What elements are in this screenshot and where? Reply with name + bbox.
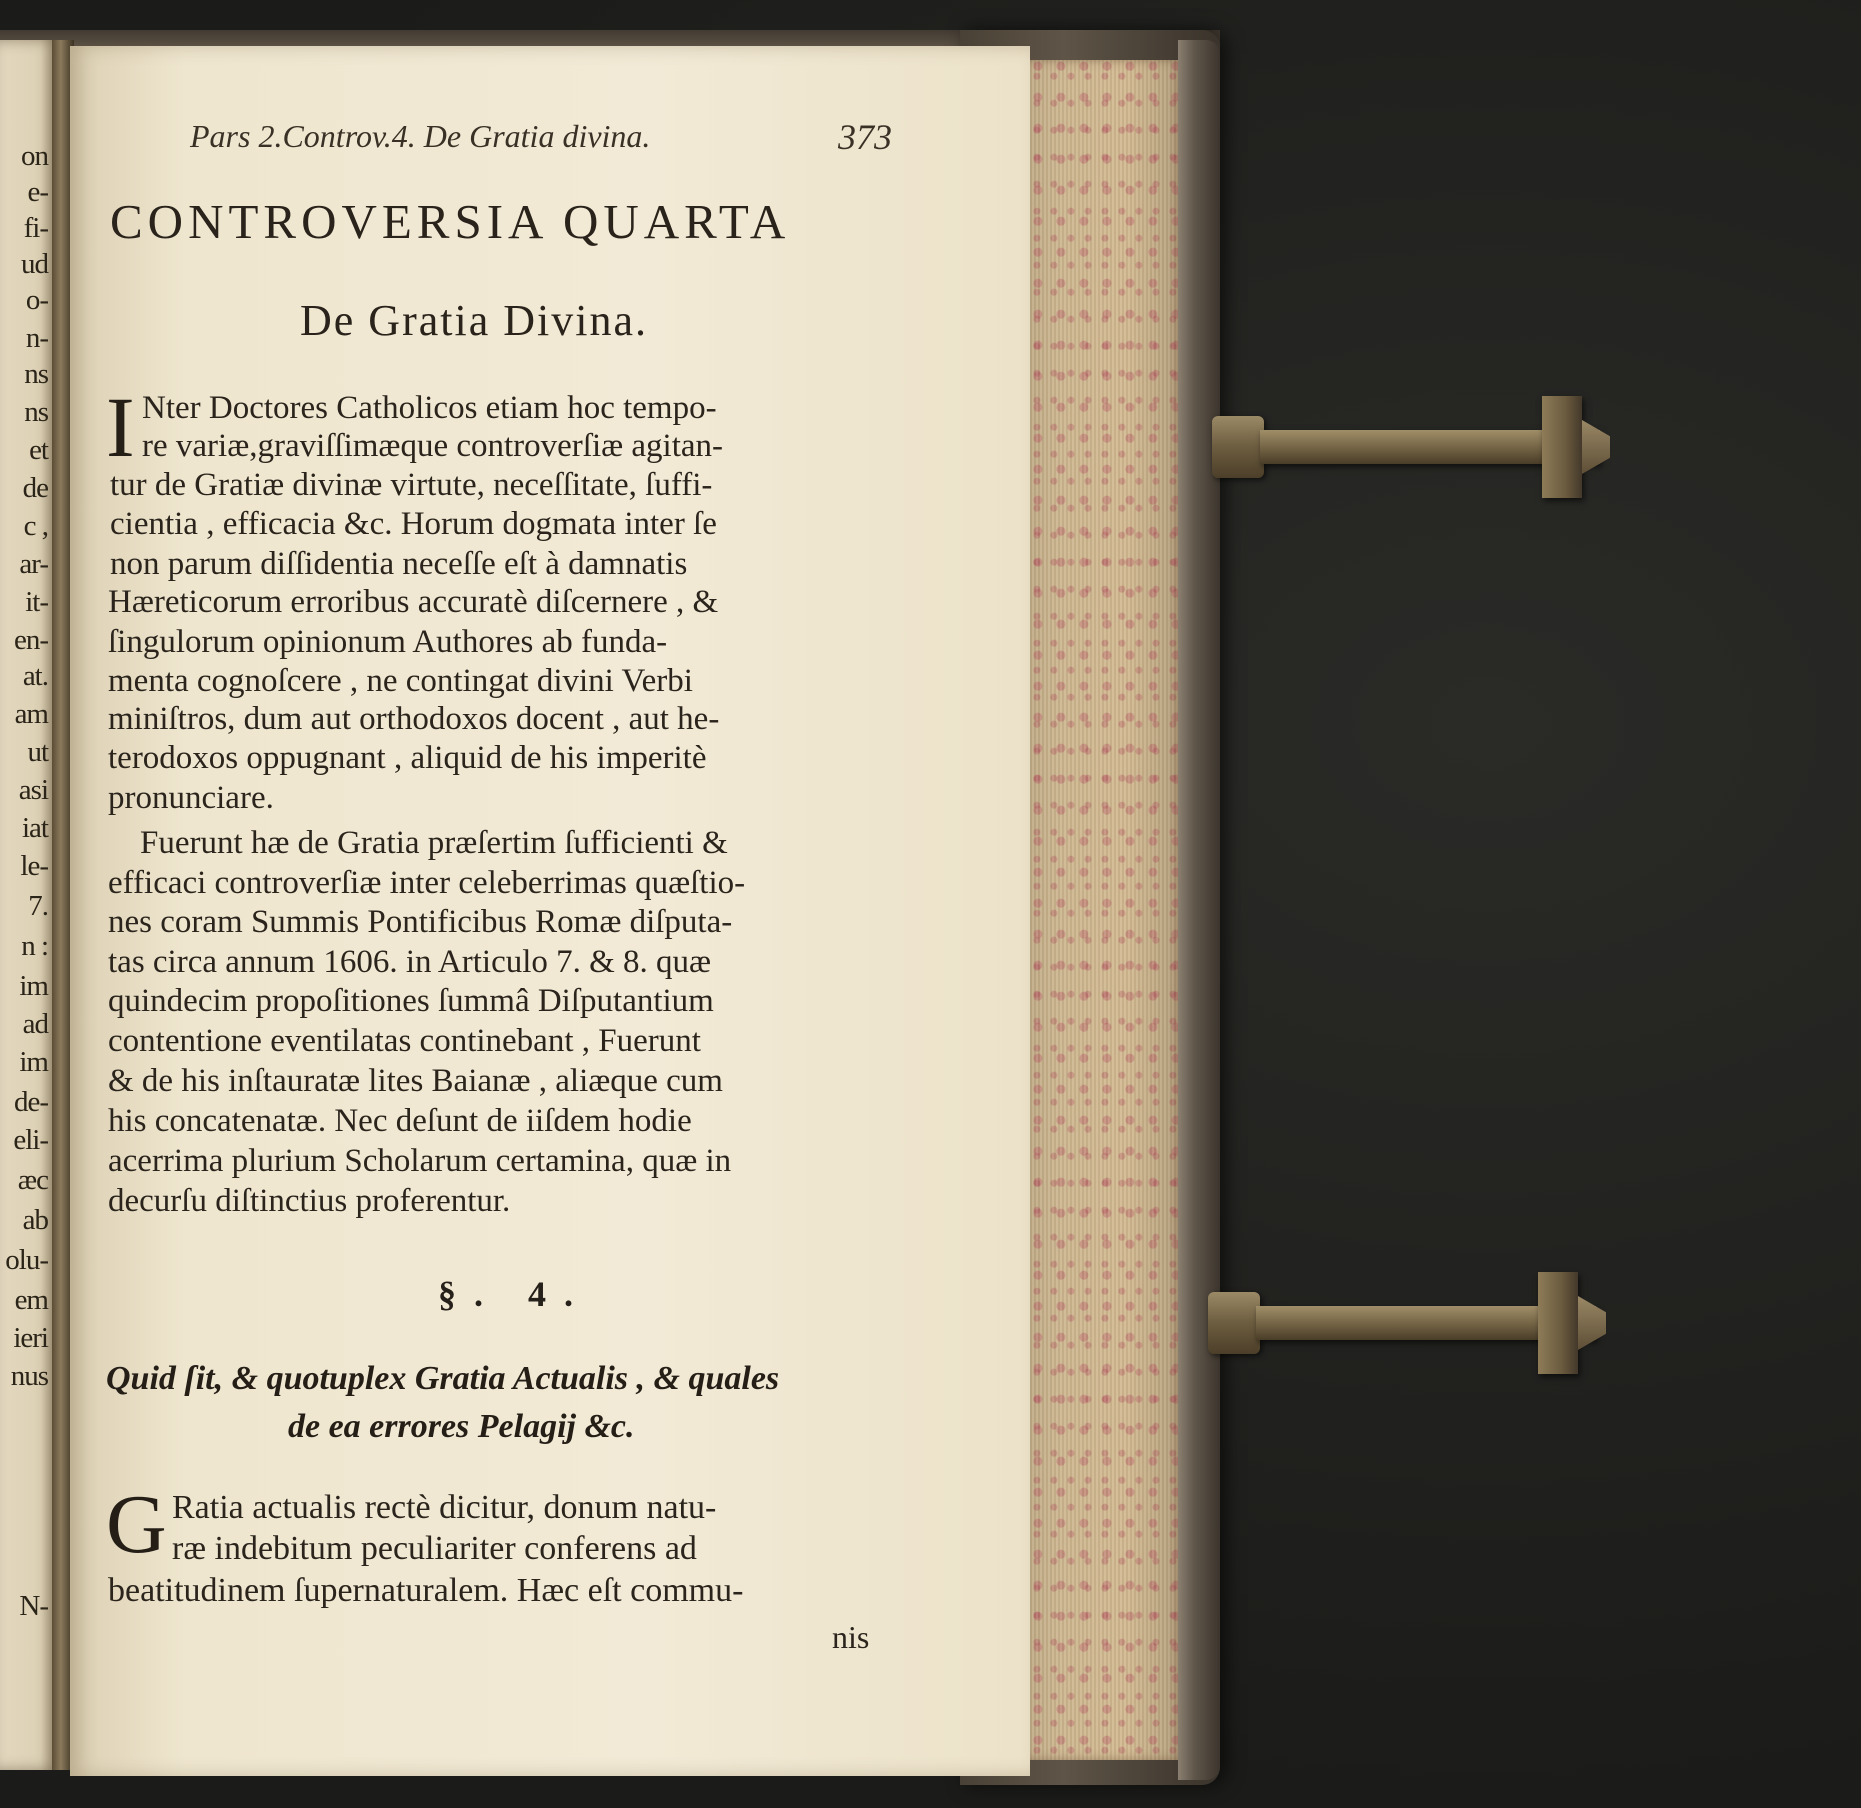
running-head: Pars 2.Controv.4. De Gratia divina. [190, 118, 651, 154]
chapter-title: CONTROVERSIA QUARTA [110, 194, 791, 249]
left-page-fragment: at. [22, 660, 48, 692]
left-page-fragment: 7. [28, 890, 48, 922]
left-page-fragment: c , [23, 510, 48, 542]
left-page-fragment: de [22, 472, 48, 504]
text-line: ræ indebitum peculiariter conferens ad [172, 1530, 697, 1567]
text-line: contentione eventilatas continebant , Fuerunt [108, 1023, 701, 1059]
left-page-fragment: iat [22, 812, 48, 844]
page-number: 373 [838, 117, 892, 157]
left-page-fragment: e- [27, 176, 48, 208]
section-mark: §. 4. [438, 1274, 591, 1314]
previous-page-edge [0, 40, 58, 1770]
speckled-fore-edge [1008, 60, 1178, 1760]
text-line: Fuerunt hæ de Gratia præſertim ſufficienti & [140, 825, 728, 861]
text-line: pronunciare. [108, 780, 274, 816]
text-line: efficaci controverſiæ inter celeberrimas quæſtio- [108, 865, 746, 901]
left-page-fragment: im [19, 1046, 48, 1078]
left-page-fragment: ar- [19, 548, 48, 580]
left-page-fragment: olu- [5, 1244, 48, 1276]
book-board-edge [1178, 40, 1220, 1780]
left-page-fragment: ieri [13, 1322, 48, 1354]
text-line: miniſtros, dum aut orthodoxos docent , aut he- [108, 701, 720, 737]
left-page-fragment: asi [18, 774, 48, 806]
text-line: Nter Doctores Catholicos etiam hoc tempo- [142, 390, 717, 426]
text-line: terodoxos oppugnant , aliquid de his imperitè [108, 740, 707, 776]
left-page-fragment: ut [27, 736, 48, 768]
text-line: beatitudinem ſupernaturalem. Hæc eſt commu- [108, 1572, 744, 1609]
text-line: ſingulorum opinionum Authores ab funda- [108, 624, 668, 660]
drop-capital: I [106, 379, 135, 475]
chapter-subtitle: De Gratia Divina. [300, 296, 648, 345]
text-line: quindecim propoſitiones ſummâ Diſputantium [108, 983, 714, 1019]
left-page-fragment: ns [24, 358, 48, 390]
text-line: decurſu diſtinctius proferentur. [108, 1183, 511, 1219]
text-line: acerrima plurium Scholarum certamina, quæ in [108, 1143, 732, 1179]
text-line: non parum diſſidentia neceſſe eſt à damnatis [110, 546, 688, 582]
text-line: tur de Gratiæ divinæ virtute, neceſſitate, ſuffi- [110, 467, 713, 503]
left-page-fragment: N- [19, 1590, 48, 1622]
left-page-fragment: ud [21, 248, 48, 280]
text-line: his concatenatæ. Nec deſunt de iiſdem hodie [108, 1103, 692, 1139]
left-page-fragment: fi- [23, 212, 48, 244]
left-page-fragment: em [14, 1284, 48, 1316]
drop-capital: G [106, 1478, 167, 1571]
left-page-fragment: it- [25, 586, 48, 618]
left-page-fragment: ns [24, 396, 48, 428]
left-page-fragment: am [14, 698, 48, 730]
left-page-fragment: æc [17, 1164, 48, 1196]
left-page-fragment: ab [22, 1204, 48, 1236]
text-line: & de his inſtauratæ lites Baianæ , aliæque cum [108, 1063, 723, 1099]
left-page-fragment: ad [22, 1008, 48, 1040]
text-line: menta cognoſcere , ne contingat divini Verbi [108, 663, 693, 699]
text-line: Ratia actualis rectè dicitur, donum natu- [172, 1489, 717, 1526]
left-page-fragment: nus [10, 1360, 48, 1392]
text-line: Hæreticorum erroribus accuratè diſcernere , & [108, 584, 719, 620]
text-line: cientia , efficacia &c. Horum dogmata inter ſe [110, 506, 717, 542]
left-page-fragment: et [29, 434, 48, 466]
left-page-fragment: o- [25, 284, 48, 316]
text-line: nes coram Summis Pontificibus Romæ diſputa- [108, 904, 733, 940]
left-page-fragment: n- [25, 322, 48, 354]
left-page-fragment: le- [20, 850, 48, 882]
left-page-fragment: de- [13, 1086, 48, 1118]
upper-clasp [1212, 416, 1692, 478]
text-line: tas circa annum 1606. in Articulo 7. & 8. quæ [108, 944, 712, 980]
left-page-fragment: im [19, 970, 48, 1002]
left-page-fragment: eli- [13, 1124, 48, 1156]
text-line: re variæ,graviſſimæque controverſiæ agitan- [142, 428, 723, 464]
catchword: nis [832, 1619, 870, 1655]
section-heading-line: de ea errores Pelagij &c. [288, 1408, 635, 1445]
section-heading-line: Quid ſit, & quotuplex Gratia Actualis , & quales [106, 1360, 780, 1397]
left-page-fragment: on [21, 140, 48, 172]
left-page-fragment: en- [13, 624, 48, 656]
lower-clasp [1208, 1292, 1688, 1354]
left-page-fragment: n : [21, 930, 48, 962]
